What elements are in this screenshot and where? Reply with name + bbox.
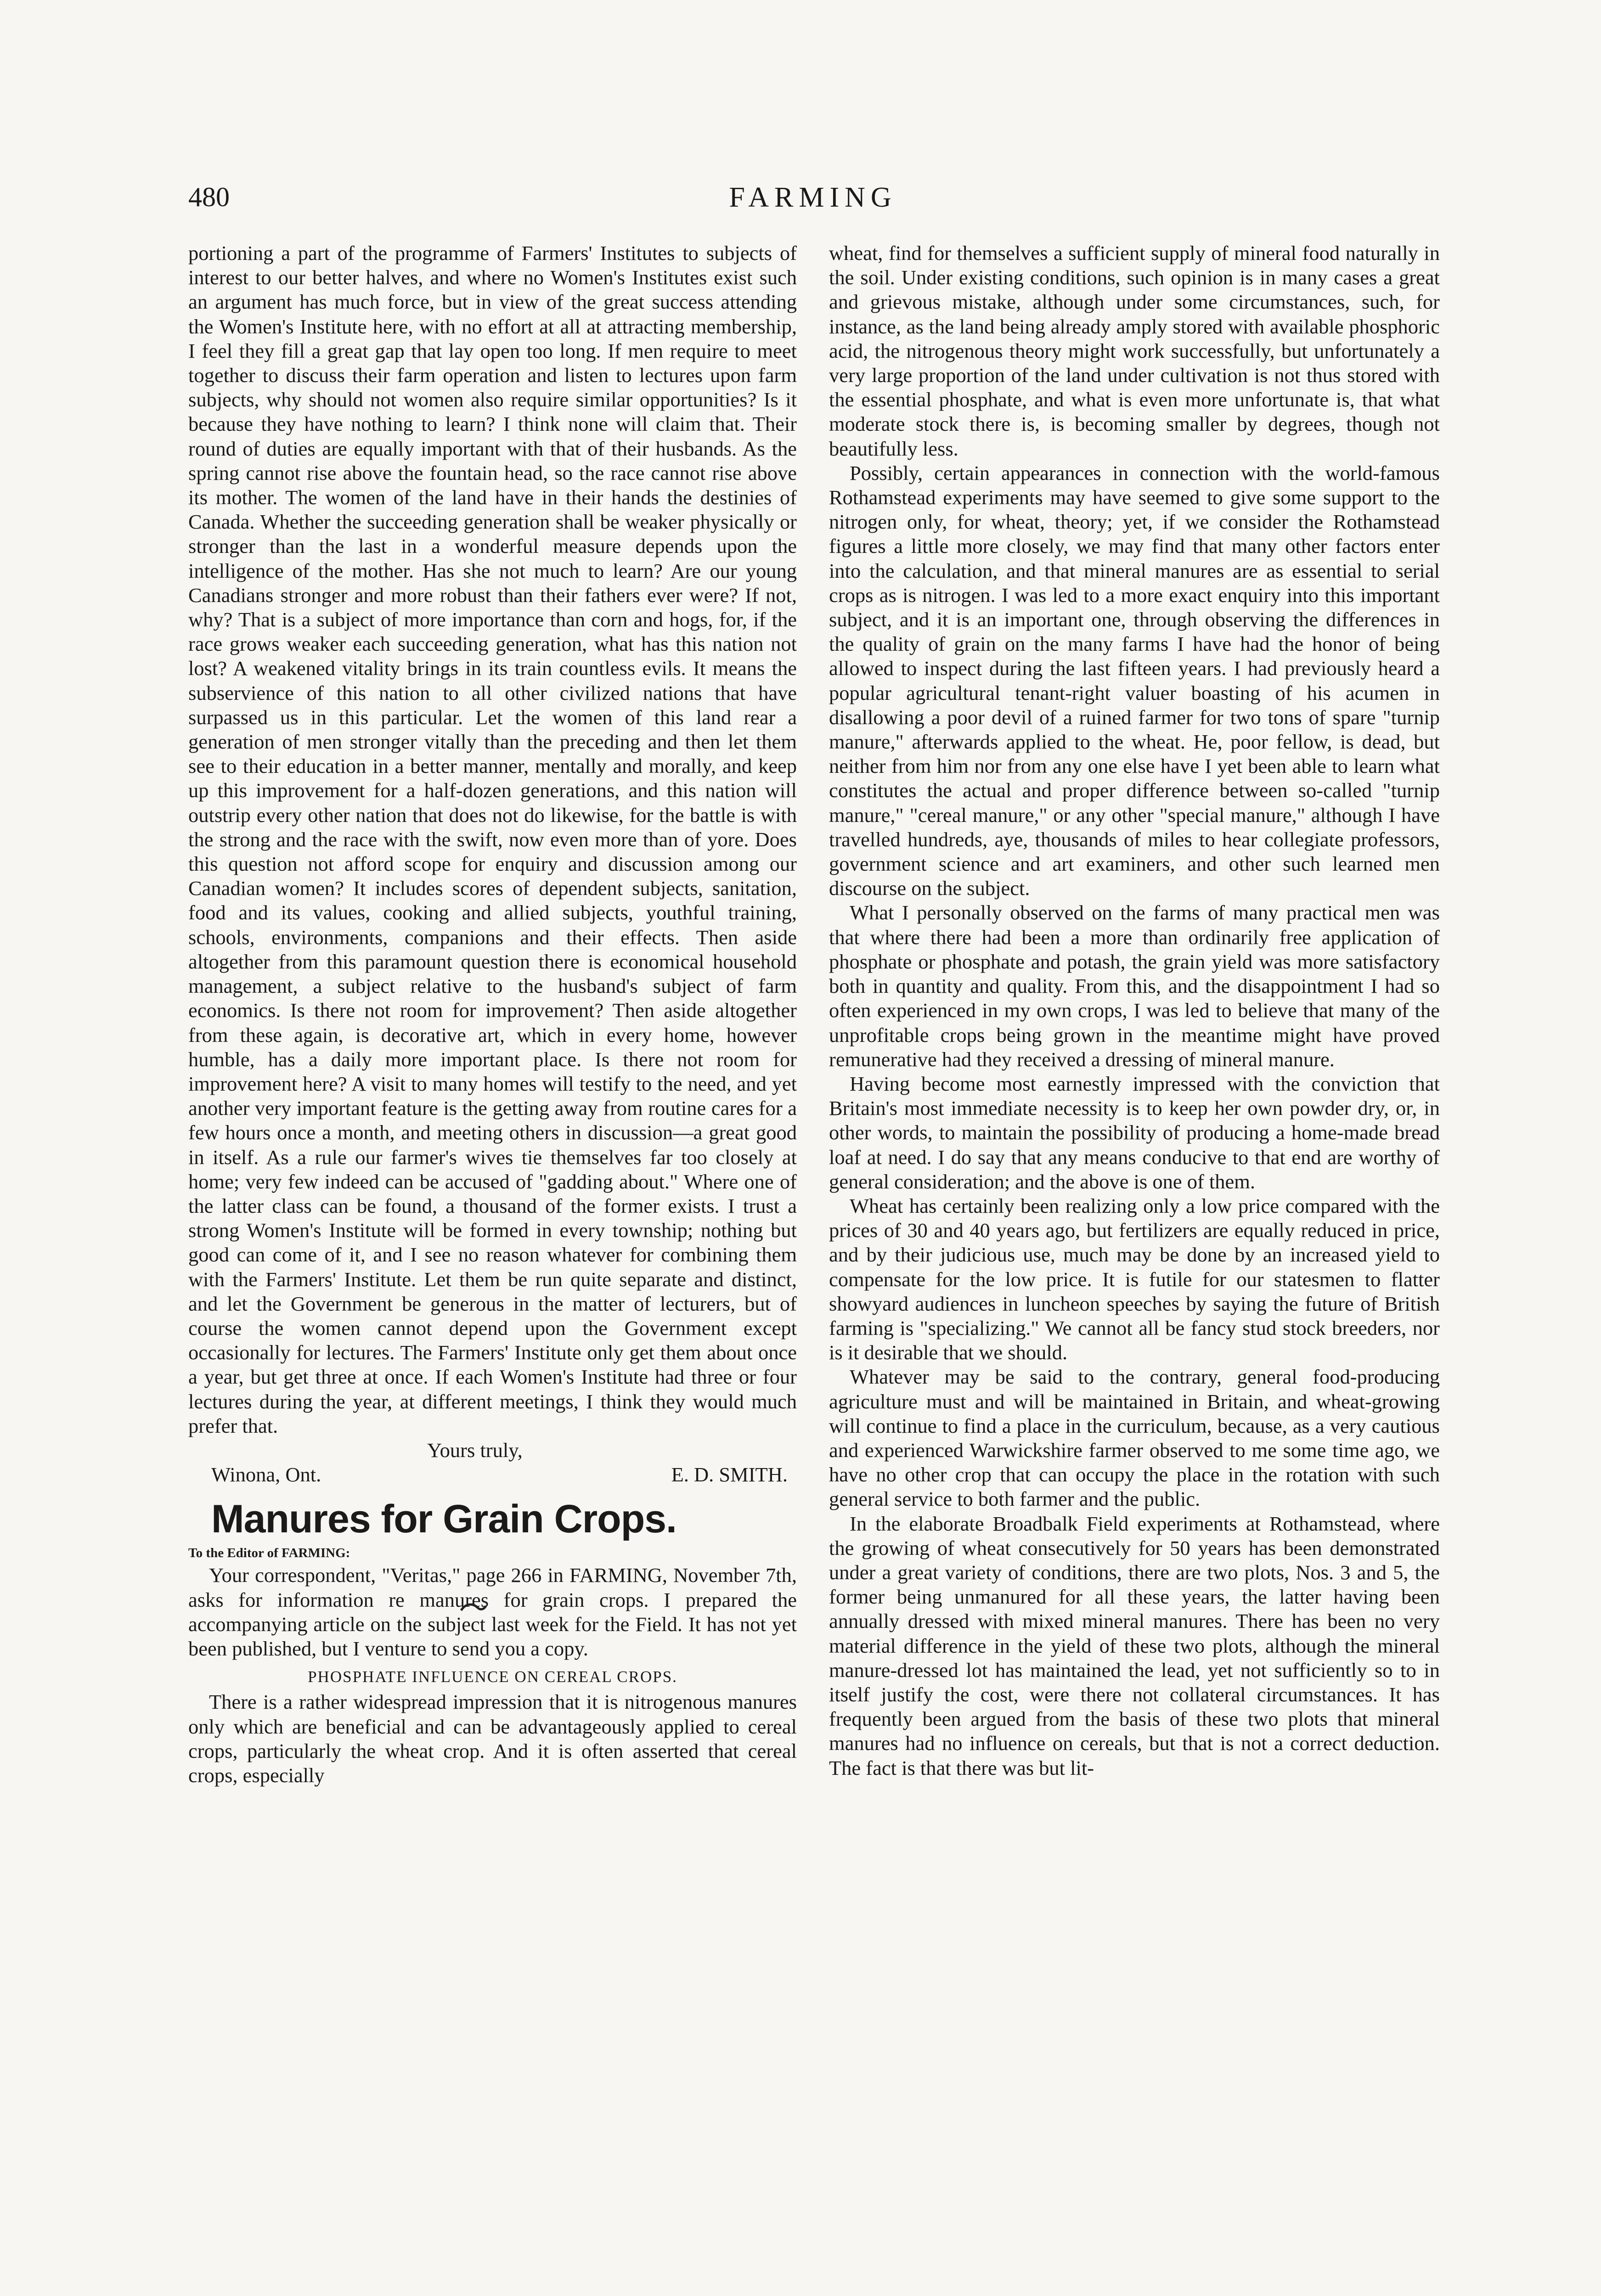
to-editor-line: To the Editor of FARMING: (188, 1546, 350, 1561)
article-subhead: PHOSPHATE INFLUENCE ON CEREAL CROPS. (308, 1668, 677, 1686)
intro-paragraph: Your correspondent, "Veritas," page 266 in FARMING, November 7th, asks for information re manures for grain crops. I prepared the accompanying article on the subject last week for the Field. It has not yet been published, but I venture to send you a copy. (188, 1564, 797, 1660)
page-number: 480 (188, 182, 230, 212)
right-paragraph: Having become most earnestly impressed with the conviction that Britain's most immediate necessity is to keep her own powder dry, or, in other words, to maintain the possibility of producing a home-made bread loaf at need. I do say that any means conducive to that end are worthy of general consideration; and the above is one of them. (829, 1072, 1440, 1193)
place: Winona, Ont. (211, 1463, 321, 1486)
signature: E. D. SMITH. (671, 1463, 788, 1486)
right-paragraph: Whatever may be said to the contrary, general food-producing agriculture must and will be maintained in Britain, and wheat-growing will continue to find a place in the curriculum, because, as a very cautious and experienced Warwickshire farmer observed to me some time ago, we have no other crop that can occupy the place in the rotation with such general service to both farmer and the public. (829, 1365, 1440, 1511)
right-column (829, 241, 1440, 1780)
right-paragraph: In the elaborate Broadbalk Field experiments at Rothamstead, where the growing of wheat consecutively for 50 years has been demonstrated under a great variety of conditions, there are two plots, Nos. 3 and 5, the former being unmanured for all these years, the latter having been annually dressed with mixed mineral manures. There has been no very material difference in the yield of these two plots, although the mineral manure-dressed lot has maintained the lead, yet not sufficiently so to in itself justify the cost, were there not collateral circumstances. It has frequently been argued from the basis of these two plots that mineral manures had no influence on cereals, but that is not a correct deduction. The fact is that there was but lit- (829, 1512, 1440, 1779)
signature-row (188, 1463, 797, 1487)
right-paragraph: What I personally observed on the farms of many practical men was that where there had been a more than ordinarily free application of phosphate or phosphate and potash, the grain yield was more satisfactory both in quantity and quality. From this, and the disappointment I had so often experienced in my own crops, I was led to believe that many of the unprofitable crops being grown in the meantime might have proved remunerative had they received a dressing of mineral manure. (829, 901, 1440, 1071)
right-paragraph: wheat, find for themselves a sufficient supply of mineral food naturally in the soil. Under existing conditions, such opinion is in many cases a great and grievous mistake, although under some circumstances, such, for instance, as the land being already amply stored with available phosphoric acid, the nitrogenous theory might work successfully, but unfortunately a very large proportion of the land under cultivation is not thus stored with the essential phosphate, and what is even more unfortunate is, that what moderate stock there is, is becoming smaller by degrees, though not beautifully less. (829, 242, 1440, 460)
closing-phrase: Yours truly, (427, 1438, 523, 1462)
right-paragraph: Possibly, certain appearances in connection with the world-famous Rothamstead experiments may have seemed to give some support to the nitrogen only, for wheat, theory; yet, if we consider the Rothamstead figures a little more closely, we may find that many other factors enter into the calculation, and that mineral manures are as essential to serial crops as is nitrogen. I was led to a more exact enquiry into this important subject, and it is an important one, through observing the differences in the quality of grain on the many farms I have had the honor of being allowed to inspect during the last fifteen years. I had previously heard a popular agricultural tenant-right valuer boasting of his acumen in disallowing a poor devil of a ruined farmer for two tons of spare "turnip manure," afterwards applied to the wheat. He, poor fellow, is dead, but neither from him nor from any one else have I yet been able to learn what constitutes the actual and proper difference between so-called "turnip manure," "cereal manure," or any other "special manure," although I have travelled hundreds, aye, thousands of miles to hear collegiate professors, government science and art examiners, and other such learned men discourse on the subject. (829, 461, 1440, 900)
running-title: FARMING (729, 182, 897, 213)
right-paragraph: Wheat has certainly been realizing only a low price compared with the prices of 30 and 40 years ago, but fertilizers are equally reduced in price, and by their judicious use, much may be done by an increased yield to compensate for the low price. It is futile for our statesmen to flatter showyard audiences in luncheon speeches by saying the future of British farming is "specializing." We cannot all be fancy stud stock breeders, nor is it desirable that we should. (829, 1194, 1440, 1364)
left-column (188, 241, 797, 1788)
page-header (188, 181, 1438, 214)
letter-closing (188, 1438, 797, 1463)
ornament-icon (459, 1600, 487, 1614)
article-headline: Manures for Grain Crops. (211, 1497, 676, 1542)
article-paragraph: There is a rather widespread impression that it is nitrogenous manures only which are beneficial and can be advantageously applied to cereal crops, particularly the wheat crop. And it is often asserted that cereal crops, especially (188, 1690, 797, 1787)
letter-paragraph: portioning a part of the programme of Farmers' Institutes to subjects of interest to our better halves, and where no Women's Institutes exist such an argument has much force, but in view of the great success attending the Women's Institute here, with no effort at all at attracting membership, I feel they fill a great gap that lay open too long. If men require to meet together to discuss their farm operation and listen to lectures upon farm subjects, why should not women also require similar opportunities? Is it because they have nothing to learn? I think none will claim that. Their round of duties are equally important with that of their husbands. As the spring cannot rise above the fountain head, so the race cannot rise above its mother. The women of the land have in their hands the destinies of Canada. Whether the succeeding generation shall be weaker physically or stronger than the last in a wonderful measure depends upon the intelligence of the mother. Has she not much to learn? Are our young Canadians stronger and more robust than their fathers ever were? If not, why? That is a subject of more importance than corn and hogs, for, if the race grows weaker each succeeding generation, what has this nation not lost? A weakened vitality brings in its train countless evils. It means the subservience of this nation to all other civilized nations that have surpassed us in this particular. Let the women of this land rear a generation of men stronger vitally than the preceding and then let them see to their education in a better manner, mentally and morally, and keep up this improvement for a half-dozen generations, and this nation will outstrip every other nation that does not do likewise, for the battle is with the strong and the race with the swift, now even more than of yore. Does this question not afford scope for enquiry and discussion among our Canadian women? It includes scores of dependent subjects, sanitation, food and its values, cooking and allied subjects, youthful training, schools, environments, companions and their effects. Then aside altogether from this paramount question there is economical household management, a subject relative to the husband's subject of farm economics. Is there not room for improvement? Then aside altogether from these again, is decorative art, which in every home, however humble, has a daily more important place. Is there not room for improvement here? A visit to many homes will testify to the need, and yet another very important feature is the getting away from routine cares for a few hours once a month, and meeting others in discussion—a great good in itself. As a rule our farmer's wives tie themselves far too closely at home; very few indeed can be accused of "gadding about." Where one of the latter class can be found, a thousand of the former exists. I trust a strong Women's Institute will be formed in every township; nothing but good can come of it, and I see no reason whatever for combining them with the Farmers' Institute. Let them be run quite separate and distinct, and let the Government be generous in the matter of lecturers, but of course the women cannot depend upon the Government except occasionally for lectures. The Farmers' Institute only get them about once a year, but get three at once. If each Women's Institute had three or four lectures during the year, at different meetings, I think they would much prefer that. (188, 242, 797, 1437)
